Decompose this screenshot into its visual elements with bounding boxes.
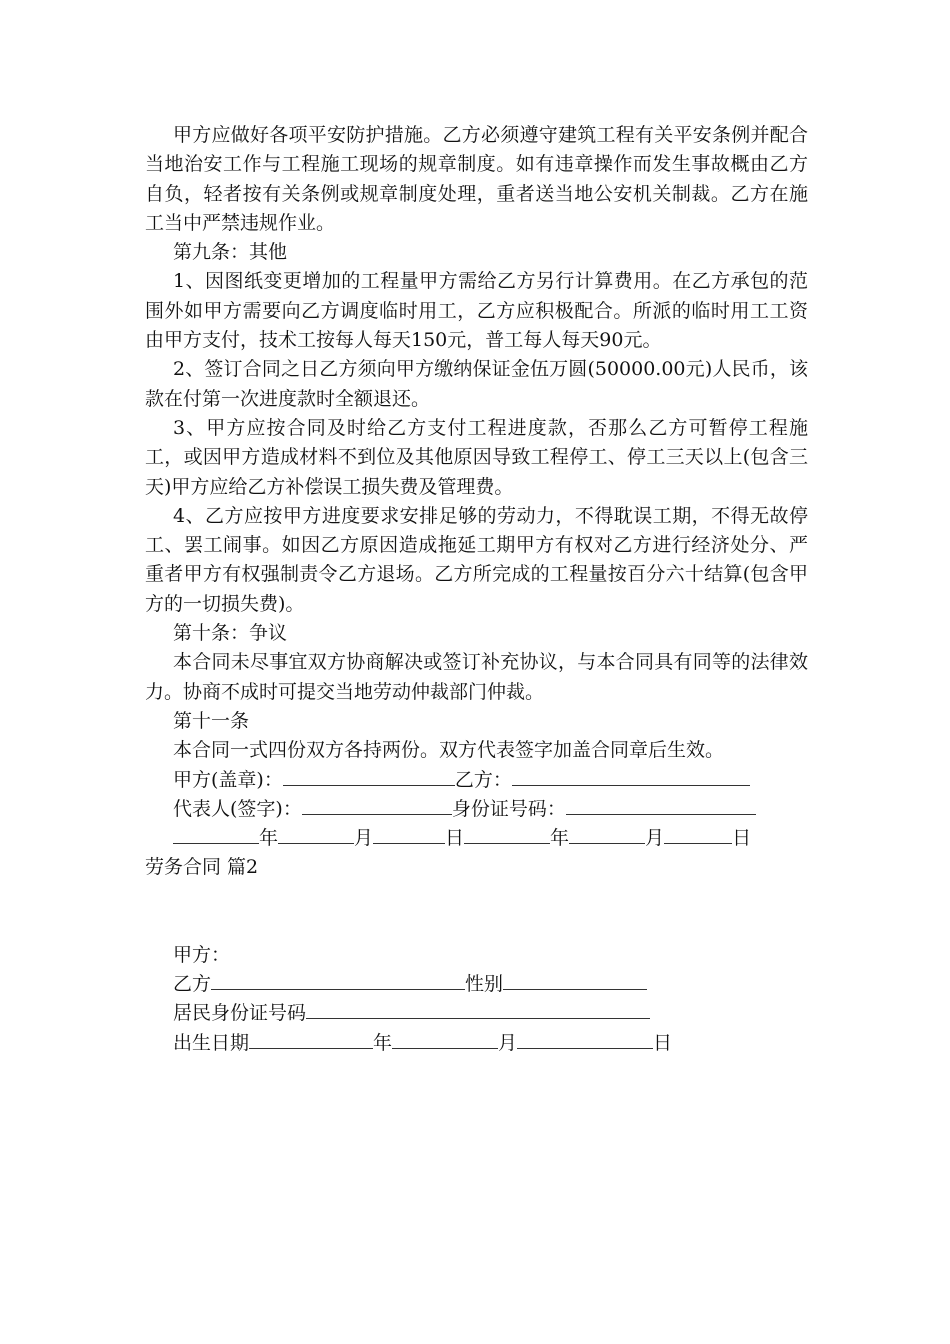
section-2-birth-day-blank[interactable] — [517, 1032, 653, 1049]
representative-blank[interactable] — [302, 798, 452, 815]
date-a-year: 年 — [259, 827, 279, 850]
date-b-month: 月 — [645, 827, 665, 850]
date-b-day-blank[interactable] — [664, 827, 732, 844]
article-10-heading: 第十条：争议 — [173, 622, 288, 645]
section-2-gender-label: 性别 — [465, 973, 504, 996]
date-a-day: 日 — [445, 827, 465, 850]
date-b-year: 年 — [550, 827, 570, 850]
id-number-label: 身份证号码： — [451, 797, 566, 820]
party-a-seal-blank[interactable] — [283, 769, 455, 786]
signature-row-parties — [145, 766, 808, 795]
article-9-heading: 第九条：其他 — [173, 241, 288, 264]
section-2-id-row — [145, 999, 808, 1028]
section-spacer — [145, 883, 808, 941]
section-2-birth-label: 出生日期 — [173, 1031, 250, 1054]
section-2-party-b-blank[interactable] — [211, 973, 465, 990]
section-2-party-b-row — [145, 970, 808, 999]
id-number-blank[interactable] — [566, 798, 756, 815]
date-b-month-blank[interactable] — [569, 827, 645, 844]
section-2-gender-blank[interactable] — [503, 973, 647, 990]
date-a-month: 月 — [354, 827, 374, 850]
date-b-day: 日 — [732, 827, 752, 850]
date-a-day-blank[interactable] — [373, 827, 445, 844]
signature-row-representative — [145, 795, 808, 824]
representative-label: 代表人(签字)： — [173, 797, 302, 820]
party-a-seal-label: 甲方(盖章)： — [173, 768, 283, 791]
section-2-birth-month-blank[interactable] — [392, 1032, 498, 1049]
party-b-blank[interactable] — [512, 769, 750, 786]
paragraph-safety: 甲方应做好各项平安防护措施。乙方必须遵守建筑工程有关平安条例并配合当地治安工作与工程施工现场的规章制度。如有违章操作而发生事故概由乙方自负，轻者按有关条例或规章制度处理，重者送当地公安机关制裁。乙方在施工当中严禁违规作业。 — [145, 124, 808, 234]
section-2-id-label: 居民身份证号码 — [173, 1002, 307, 1025]
section-2-party-a — [145, 941, 808, 970]
article-9-clause-4: 4、乙方应按甲方进度要求安排足够的劳动力，不得耽误工期，不得无故停工、罢工闹事。如因乙方原因造成拖延工期甲方有权对乙方进行经济处分、严重者甲方有权强制责令乙方退场。乙方所完成的工程量按百分六十结算(包含甲方的一切损失费)。 — [145, 504, 808, 615]
article-9-clause-1: 1、因图纸变更增加的工程量甲方需给乙方另行计算费用。在乙方承包的范围外如甲方需要向乙方调度临时用工，乙方应积极配合。所派的临时用工工资由甲方支付，技术工按每人每天150元，普工每人每天90元。 — [145, 270, 808, 352]
section-2-birth-year: 年 — [373, 1031, 393, 1054]
party-b-label: 乙方： — [454, 768, 512, 791]
date-a-month-blank[interactable] — [278, 827, 354, 844]
section-2-title: 劳务合同 篇2 — [145, 856, 259, 879]
section-2-birth-year-blank[interactable] — [249, 1032, 373, 1049]
section-2-birth-month: 月 — [498, 1031, 518, 1054]
date-b-year-blank[interactable] — [464, 827, 550, 844]
section-2-party-a-label: 甲方： — [173, 943, 231, 966]
date-a-year-blank[interactable] — [173, 827, 259, 844]
article-10-text: 本合同未尽事宜双方协商解决或签订补充协议，与本合同具有同等的法律效力。协商不成时可提交当地劳动仲裁部门仲裁。 — [145, 651, 808, 703]
signature-row-dates — [145, 824, 808, 853]
article-9-clause-3: 3、甲方应按合同及时给乙方支付工程进度款，否那么乙方可暂停工程施工，或因甲方造成材料不到位及其他原因导致工程停工、停工三天以上(包含三天)甲方应给乙方补偿误工损失费及管理费。 — [145, 416, 808, 498]
section-2-birth-row — [145, 1029, 808, 1058]
section-2-party-b-label: 乙方 — [173, 973, 212, 996]
section-2-birth-day: 日 — [653, 1031, 673, 1054]
article-11-text: 本合同一式四份双方各持两份。双方代表签字加盖合同章后生效。 — [173, 739, 725, 762]
article-11-heading: 第十一条 — [173, 709, 250, 732]
section-2-id-blank[interactable] — [306, 1002, 650, 1019]
article-9-clause-2: 2、签订合同之日乙方须向甲方缴纳保证金伍万圆(50000.00元)人民币，该款在付第一次进度款时全额退还。 — [145, 358, 808, 410]
